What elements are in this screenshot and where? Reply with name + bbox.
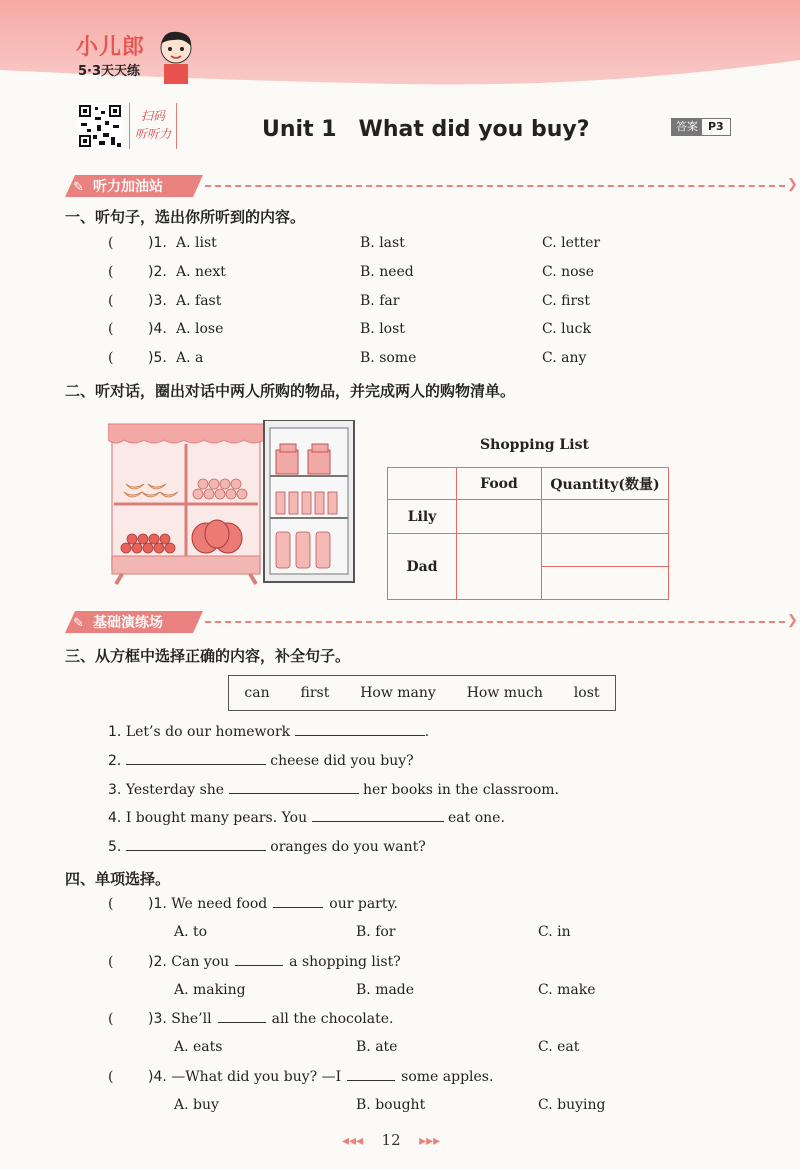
answer-blank[interactable] — [295, 735, 425, 736]
banner-arrow-icon-2: ❯ — [787, 613, 798, 628]
svg-text:✎: ✎ — [73, 180, 84, 195]
q3-sentence-1 — [108, 724, 429, 740]
answer-blank[interactable] — [235, 965, 283, 966]
option-c[interactable]: C. buying — [538, 1097, 606, 1113]
lily-quantity-cell[interactable] — [542, 500, 669, 534]
answer-blank[interactable] — [273, 907, 323, 908]
option-a: A. fast — [176, 293, 222, 309]
option-c: C. first — [542, 293, 590, 309]
banner-title-2: 基础演练场 — [93, 615, 163, 631]
option-c: C. nose — [542, 264, 595, 280]
question-stem — [148, 954, 401, 970]
answer-blank[interactable] — [126, 850, 266, 851]
scan-label-line1: 扫码 — [140, 109, 165, 123]
sentence-number: 3. — [108, 782, 122, 798]
option-b[interactable]: B. ate — [356, 1039, 398, 1055]
answer-page: P3 — [708, 120, 724, 133]
option-c: C. luck — [542, 321, 591, 337]
stem-text: Can you — [171, 954, 230, 970]
section-banner-practice — [65, 611, 798, 633]
option-b[interactable]: B. for — [356, 924, 396, 940]
answer-blank[interactable] — [126, 764, 266, 765]
item-number: )3. — [148, 1011, 167, 1027]
word-bank-item: How many — [360, 685, 436, 701]
question-2-heading: 二、听对话，圈出对话中两人所购的物品，并完成两人的购物清单。 — [65, 382, 516, 400]
brand-subtitle: 5·3天天练 — [78, 64, 141, 79]
q1-item-row — [108, 264, 668, 284]
q1-item-row — [108, 235, 668, 255]
col-header-food: Food — [457, 468, 542, 500]
answer-blank[interactable] — [347, 1080, 395, 1081]
item-number: )2. — [148, 264, 167, 280]
option-b[interactable]: B. made — [356, 982, 415, 998]
answer-blank[interactable] — [312, 821, 444, 822]
answer-blank[interactable] — [229, 793, 359, 794]
question-stem — [148, 896, 398, 912]
sentence-text-end: cheese did you buy? — [270, 753, 414, 769]
sentence-number: 2. — [108, 753, 122, 769]
option-c: C. letter — [542, 235, 601, 251]
q3-sentence-5 — [108, 839, 426, 855]
q4-question-row — [108, 1011, 668, 1031]
answer-blank[interactable] — [218, 1022, 266, 1023]
option-b: B. last — [360, 235, 405, 251]
question-stem — [148, 1069, 493, 1085]
page-number-bar — [342, 1131, 440, 1149]
answer-paren[interactable]: ( — [108, 1011, 114, 1027]
answer-paren[interactable]: ( — [108, 264, 114, 280]
q3-sentence-2 — [108, 753, 414, 769]
fruit-stall-illustration — [108, 420, 356, 586]
option-a: A. lose — [176, 321, 224, 337]
option-b[interactable]: B. bought — [356, 1097, 426, 1113]
scan-listen-label — [129, 103, 177, 149]
answer-badge — [671, 118, 731, 136]
dad-food-cell[interactable] — [457, 534, 542, 600]
shopping-list-title: Shopping List — [480, 437, 589, 453]
q1-item-row — [108, 350, 668, 370]
q4-options-row — [108, 1039, 668, 1059]
page-next-arrows-icon: ▸▸▸ — [419, 1133, 441, 1149]
q4-options-row — [108, 1097, 668, 1117]
option-a[interactable]: A. buy — [174, 1097, 219, 1113]
sentence-text-end: her books in the classroom. — [362, 782, 559, 798]
answer-paren[interactable]: ( — [108, 235, 114, 251]
answer-paren[interactable]: ( — [108, 954, 114, 970]
section-banner-listening — [65, 175, 798, 197]
option-b: B. far — [360, 293, 400, 309]
item-number: )1. — [148, 235, 167, 251]
shopping-list-table — [387, 467, 669, 600]
word-bank-item: How much — [466, 685, 543, 701]
option-b: B. need — [360, 264, 414, 280]
item-number: )4. — [148, 1069, 167, 1085]
mascot-icon — [156, 28, 196, 84]
q3-sentence-3 — [108, 782, 559, 798]
stem-text-end: a shopping list? — [289, 954, 401, 970]
option-b: B. some — [360, 350, 417, 366]
word-bank-item: can — [244, 685, 270, 701]
table-corner-cell — [388, 468, 457, 500]
sentence-number: 4. — [108, 810, 122, 826]
svg-text:✎: ✎ — [73, 616, 84, 631]
question-3-heading: 三、从方框中选择正确的内容，补全句子。 — [65, 647, 351, 665]
option-a: A. a — [176, 350, 204, 366]
sentence-text: Yesterday she — [125, 782, 225, 798]
option-a: A. next — [176, 264, 226, 280]
q1-item-row — [108, 321, 668, 341]
sentence-text: Let’s do our homework — [125, 724, 291, 740]
q4-question-row — [108, 954, 668, 974]
option-c[interactable]: C. in — [538, 924, 571, 940]
sentence-text-end: oranges do you want? — [270, 839, 426, 855]
sentence-number: 5. — [108, 839, 122, 855]
stem-text: She’ll — [171, 1011, 212, 1027]
banner-dashed-line-2 — [205, 621, 785, 623]
word-bank-item: lost — [573, 685, 600, 701]
q4-options-row — [108, 924, 668, 944]
option-c: C. any — [542, 350, 587, 366]
answer-paren[interactable]: ( — [108, 896, 114, 912]
stem-text: We need food — [171, 896, 268, 912]
answer-label: 答案 — [672, 119, 702, 135]
answer-paren[interactable]: ( — [108, 293, 114, 309]
banner-title: 听力加油站 — [93, 179, 163, 195]
sentence-text-end: . — [424, 724, 430, 740]
sentence-text-end: eat one. — [448, 810, 505, 826]
q1-item-row — [108, 293, 668, 313]
brand-logo: 小儿郎 — [76, 35, 146, 60]
dad-quantity-cell-2[interactable] — [542, 567, 669, 600]
option-c[interactable]: C. make — [538, 982, 596, 998]
stem-text-end: our party. — [329, 896, 398, 912]
page-number: 12 — [381, 1131, 401, 1149]
row-header-dad: Dad — [388, 534, 457, 600]
stem-text: —What did you buy? —I — [171, 1069, 342, 1085]
item-number: )1. — [148, 896, 167, 912]
word-bank-item: first — [300, 685, 330, 701]
dad-quantity-cell-1[interactable] — [542, 534, 669, 567]
sentence-text: I bought many pears. You — [125, 810, 308, 826]
qr-code-icon[interactable] — [77, 103, 123, 149]
option-a: A. list — [176, 235, 217, 251]
unit-title: Unit 1 What did you buy? — [262, 117, 590, 142]
stem-text-end: all the chocolate. — [271, 1011, 394, 1027]
option-a[interactable]: A. eats — [174, 1039, 223, 1055]
banner-arrow-icon: ❯ — [787, 177, 798, 192]
item-number: )5. — [148, 350, 167, 366]
option-a[interactable]: A. to — [174, 924, 208, 940]
option-b: B. lost — [360, 321, 405, 337]
sentence-number: 1. — [108, 724, 122, 740]
answer-paren[interactable]: ( — [108, 350, 114, 366]
question-stem — [148, 1011, 393, 1027]
col-header-quantity: Quantity(数量) — [542, 468, 669, 500]
banner-dashed-line — [205, 185, 785, 187]
stem-text-end: some apples. — [401, 1069, 494, 1085]
item-number: )4. — [148, 321, 167, 337]
answer-paren[interactable]: ( — [108, 321, 114, 337]
row-header-lily: Lily — [388, 500, 457, 534]
question-4-heading: 四、单项选择。 — [65, 870, 171, 888]
lily-food-cell[interactable] — [457, 500, 542, 534]
option-c[interactable]: C. eat — [538, 1039, 580, 1055]
item-number: )3. — [148, 293, 167, 309]
q4-options-row — [108, 982, 668, 1002]
item-number: )2. — [148, 954, 167, 970]
option-a[interactable]: A. making — [174, 982, 246, 998]
q4-question-row — [108, 1069, 668, 1089]
page-prev-arrows-icon: ◂◂◂ — [342, 1133, 364, 1149]
word-bank-box — [228, 675, 616, 711]
question-1-heading: 一、听句子，选出你所听到的内容。 — [65, 208, 306, 226]
q3-sentence-4 — [108, 810, 505, 826]
answer-paren[interactable]: ( — [108, 1069, 114, 1085]
q4-question-row — [108, 896, 668, 916]
scan-label-line2: 听听力 — [134, 127, 171, 141]
